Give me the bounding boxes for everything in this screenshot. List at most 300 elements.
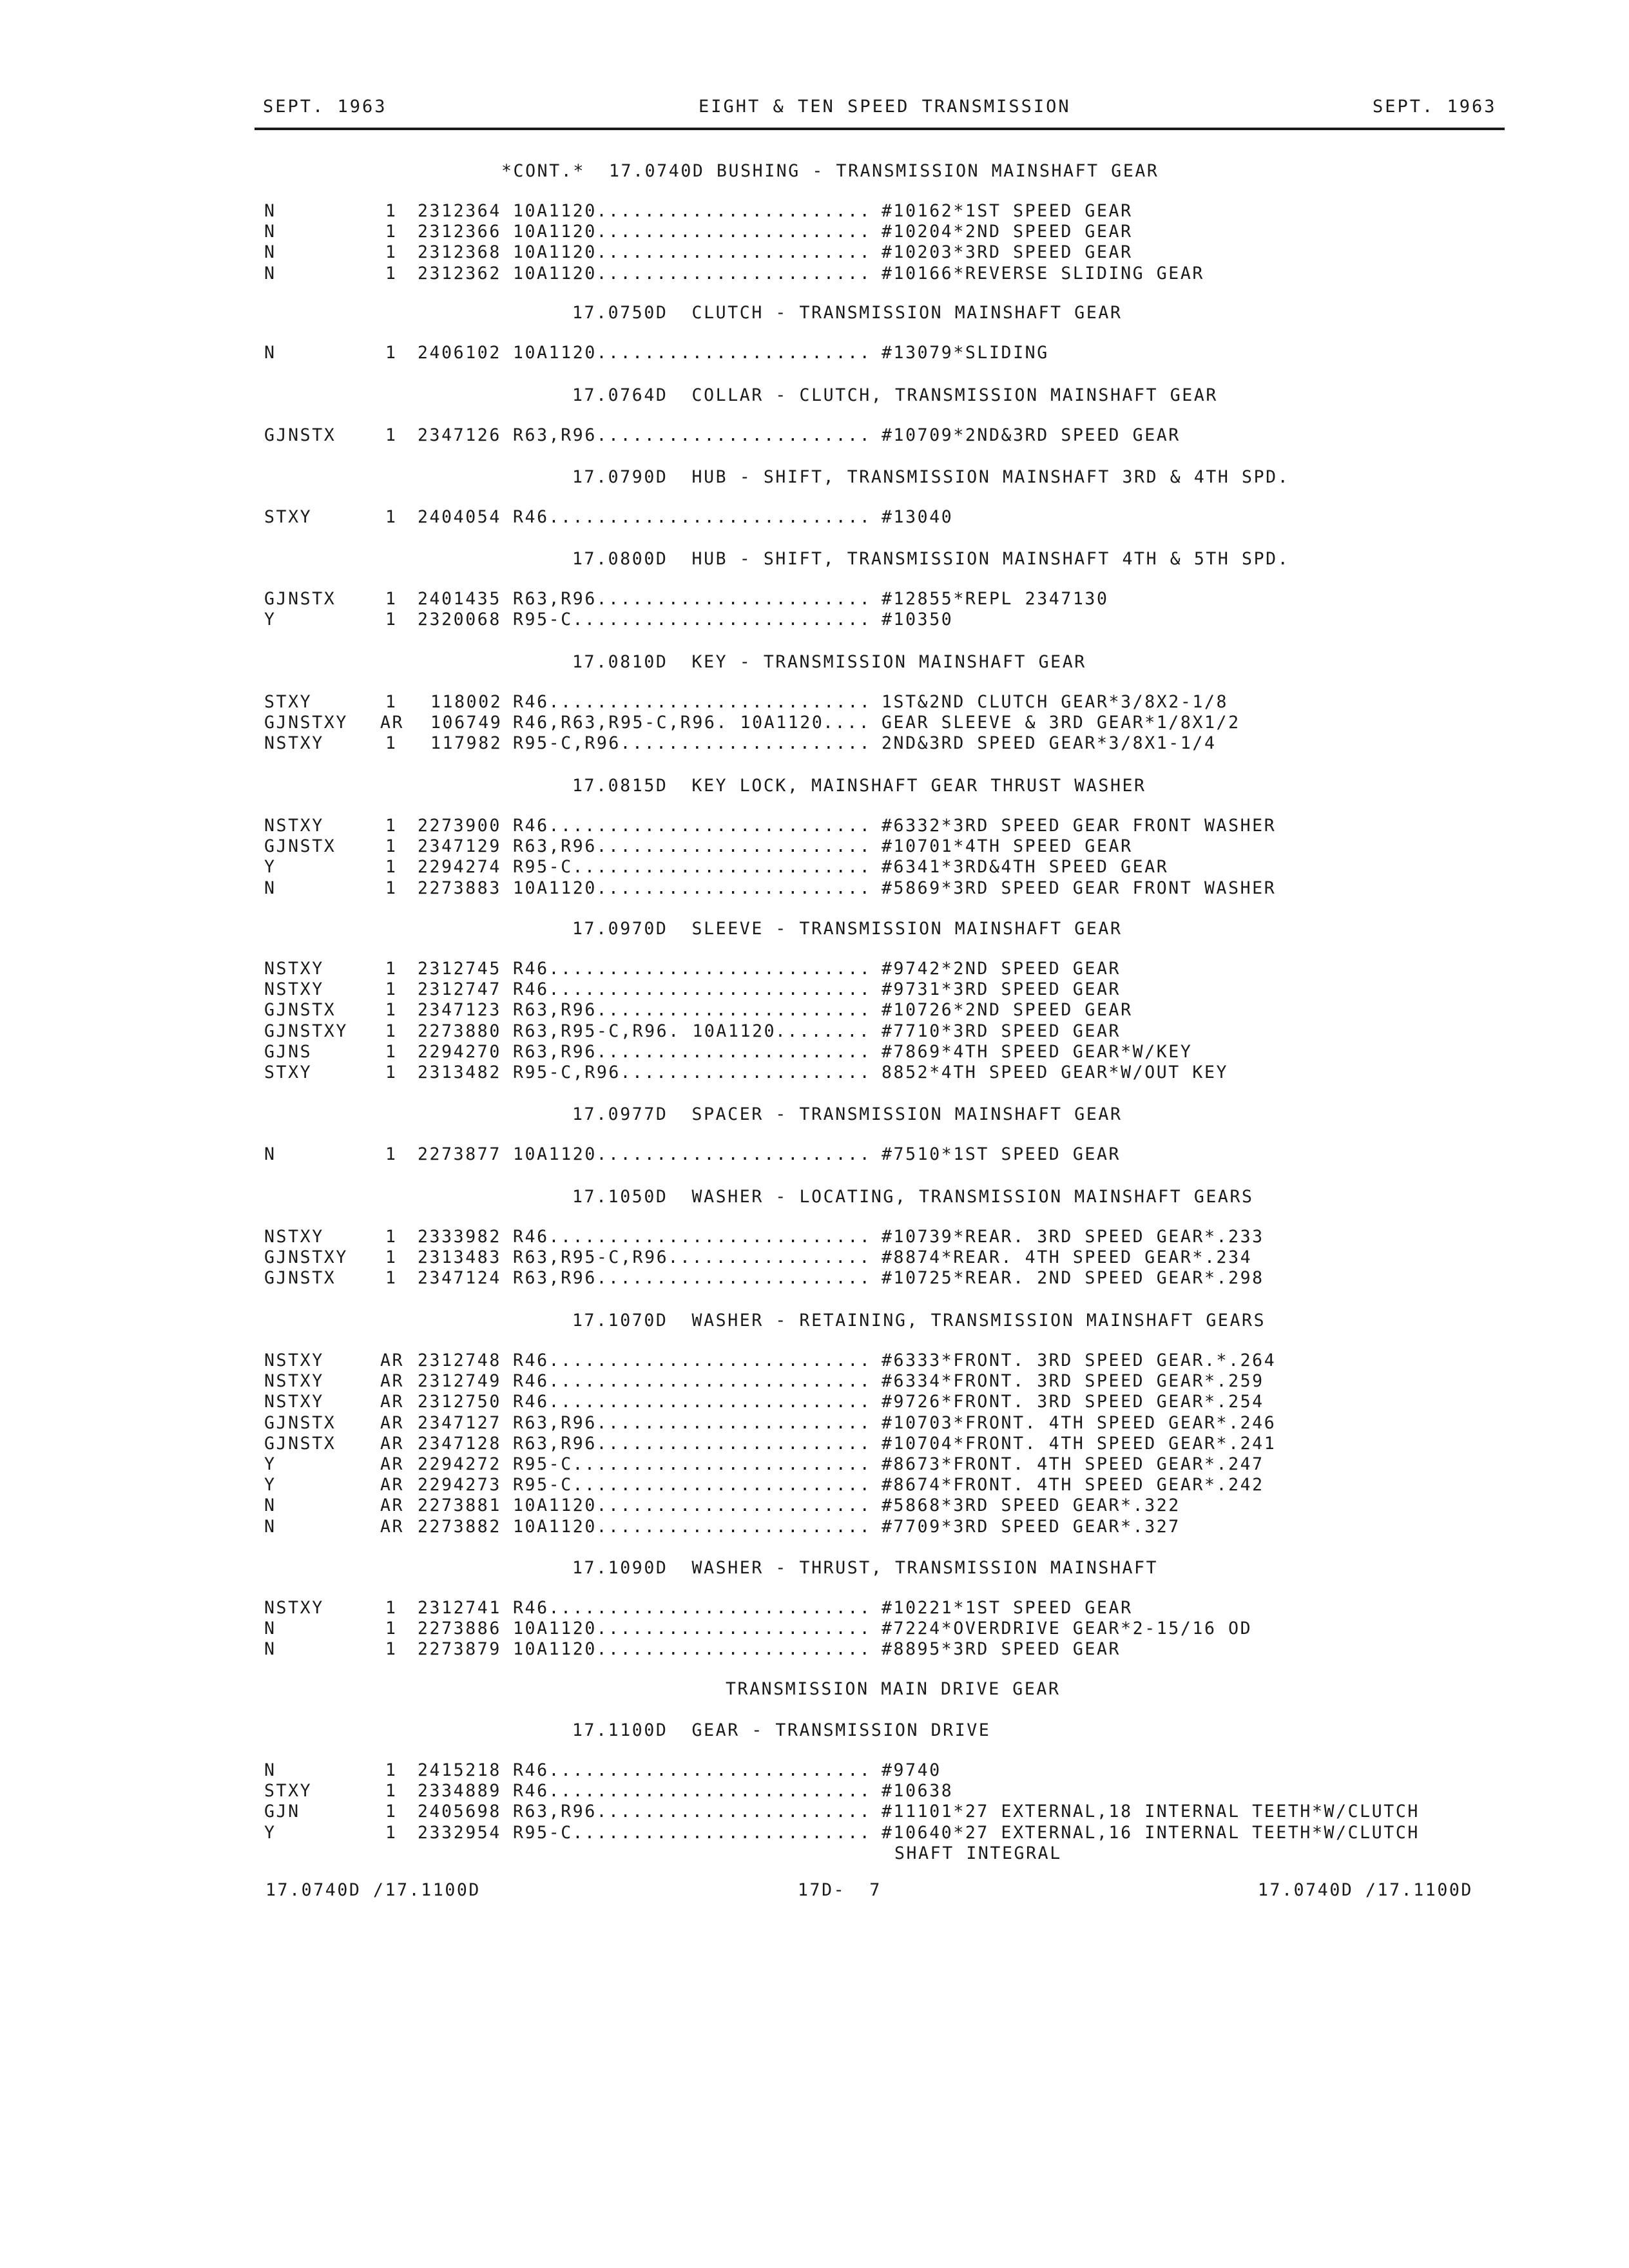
part-row [0, 242, 1629, 263]
quantity: 1 [385, 1021, 398, 1041]
part-description: #9742*2ND SPEED GEAR [882, 959, 1121, 979]
section-heading: 17.0815D KEY LOCK, MAINSHAFT GEAR THRUST WASHER [572, 776, 1146, 796]
part-row [0, 425, 1629, 446]
part-number: 2273880 [418, 1021, 501, 1041]
part-description: #10703*FRONT. 4TH SPEED GEAR*.246 [882, 1412, 1277, 1433]
quantity: 1 [385, 425, 398, 445]
part-description: #5869*3RD SPEED GEAR FRONT WASHER [882, 878, 1277, 898]
part-description: 8852*4TH SPEED GEAR*W/OUT KEY [882, 1062, 1229, 1082]
part-number: 2273886 [418, 1619, 501, 1639]
quantity: 1 [385, 222, 398, 242]
quantity: 1 [385, 1802, 398, 1822]
quantity: AR [380, 1454, 405, 1474]
dot-leader: ....................... [596, 1516, 872, 1537]
part-number: 106749 [430, 713, 503, 733]
part-row [0, 1062, 1629, 1083]
part-number: 2334889 [418, 1781, 501, 1802]
model-usage: R63,R96 [513, 836, 597, 857]
applicability-code: NSTXY [264, 733, 324, 754]
part-description: #7709*3RD SPEED GEAR*.327 [882, 1516, 1181, 1537]
dot-leader: ........................... [548, 959, 872, 979]
applicability-code: NSTXY [264, 1598, 324, 1618]
part-description: #6332*3RD SPEED GEAR FRONT WASHER [882, 816, 1277, 836]
model-usage: R63,R96 [513, 1041, 597, 1062]
dot-leader: ........................... [548, 816, 872, 836]
model-usage: R95-C [513, 1475, 573, 1495]
model-usage: 10A1120 [513, 201, 597, 221]
dot-leader: ....................... [596, 425, 872, 445]
applicability-code: GJNSTX [264, 425, 336, 445]
applicability-code: STXY [264, 692, 313, 712]
model-usage: R63,R96 [513, 1802, 597, 1822]
part-description: #13040 [882, 507, 954, 527]
dot-leader: .... [823, 713, 871, 733]
model-usage: R46 [513, 959, 549, 979]
dot-leader: ....................... [596, 1144, 872, 1164]
dot-leader: ....................... [596, 1495, 872, 1516]
part-row [0, 1639, 1629, 1660]
dot-leader: ....................... [596, 242, 872, 263]
model-usage: 10A1120 [513, 1639, 597, 1660]
part-description: #8895*3RD SPEED GEAR [882, 1639, 1121, 1660]
model-usage: R95-C [513, 857, 573, 878]
part-description: #13079*SLIDING [882, 343, 1049, 363]
part-row [0, 713, 1629, 733]
dot-leader: ....................... [596, 201, 872, 221]
model-usage: 10A1120 [513, 1495, 597, 1516]
quantity: 1 [385, 1000, 398, 1021]
applicability-code: Y [264, 857, 276, 878]
part-number: 2312750 [418, 1392, 501, 1412]
part-description: #10350 [882, 610, 954, 630]
model-usage: R46 [513, 692, 549, 712]
applicability-code: GJNSTXY [264, 1247, 348, 1268]
dot-leader: ........................... [548, 1350, 872, 1370]
dot-leader: ..................... [620, 733, 872, 754]
part-description: #7710*3RD SPEED GEAR [882, 1021, 1121, 1041]
dot-leader: ......................... [572, 1454, 872, 1474]
quantity: 1 [385, 857, 398, 878]
applicability-code: N [264, 878, 276, 898]
part-description: #9731*3RD SPEED GEAR [882, 979, 1121, 1000]
part-row [0, 857, 1629, 878]
dot-leader: ........................... [548, 1371, 872, 1392]
quantity: 1 [385, 1598, 398, 1618]
part-number: 2313482 [418, 1062, 501, 1082]
dot-leader: ........................... [548, 1392, 872, 1412]
quantity: 1 [385, 507, 398, 527]
part-number: 2333982 [418, 1227, 501, 1247]
applicability-code: N [264, 201, 276, 221]
applicability-code: N [264, 1516, 276, 1537]
model-usage: 10A1120 [513, 242, 597, 263]
quantity: 1 [385, 836, 398, 857]
part-row [0, 1268, 1629, 1289]
part-description: #8674*FRONT. 4TH SPEED GEAR*.242 [882, 1475, 1264, 1495]
applicability-code: N [264, 343, 276, 363]
part-number: 2347124 [418, 1268, 501, 1289]
applicability-code: GJNSTX [264, 1000, 336, 1021]
part-number: 2320068 [418, 610, 501, 630]
quantity: 1 [385, 610, 398, 630]
model-usage: R46,R63,R95-C,R96. 10A1120 [513, 713, 824, 733]
part-row [0, 816, 1629, 836]
part-number: 2401435 [418, 589, 501, 609]
part-row [0, 979, 1629, 1000]
applicability-code: GJNSTX [264, 1268, 336, 1289]
applicability-code: NSTXY [264, 1350, 324, 1370]
quantity: 1 [385, 1144, 398, 1164]
part-description: #7224*OVERDRIVE GEAR*2-15/16 OD [882, 1619, 1253, 1639]
dot-leader: ........................... [548, 1227, 872, 1247]
part-row [0, 222, 1629, 242]
part-number: 2347123 [418, 1000, 501, 1021]
part-description: #10203*3RD SPEED GEAR [882, 242, 1133, 263]
dot-leader: ....................... [596, 1268, 872, 1289]
part-number: 2312364 [418, 201, 501, 221]
section-heading: 17.0977D SPACER - TRANSMISSION MAINSHAFT GEAR [572, 1104, 1123, 1124]
applicability-code: NSTXY [264, 1392, 324, 1412]
model-usage: R46 [513, 1598, 549, 1618]
quantity: 1 [385, 979, 398, 1000]
part-row [0, 1000, 1629, 1021]
model-usage: R63,R96 [513, 425, 597, 445]
part-row [0, 733, 1629, 754]
part-description: #10725*REAR. 2ND SPEED GEAR*.298 [882, 1268, 1264, 1289]
dot-leader: ....................... [596, 1412, 872, 1433]
quantity: 1 [385, 1268, 398, 1289]
part-description: #10638 [882, 1781, 954, 1802]
model-usage: 10A1120 [513, 878, 597, 898]
dot-leader: ....................... [596, 222, 872, 242]
part-row [0, 1475, 1629, 1495]
dot-leader: ....................... [596, 1041, 872, 1062]
quantity: 1 [385, 263, 398, 284]
part-number: 2405698 [418, 1802, 501, 1822]
quantity: 1 [385, 1781, 398, 1802]
quantity: 1 [385, 242, 398, 263]
part-row [0, 959, 1629, 979]
model-usage: R63,R95-C,R96. 10A1120 [513, 1021, 776, 1041]
quantity: AR [380, 1371, 405, 1392]
part-description: GEAR SLEEVE & 3RD GEAR*1/8X1/2 [882, 713, 1240, 733]
description-continuation: SHAFT INTEGRAL [894, 1843, 1062, 1863]
quantity: AR [380, 1433, 405, 1454]
applicability-code: STXY [264, 1781, 313, 1802]
model-usage: R46 [513, 1227, 549, 1247]
group-heading: TRANSMISSION MAIN DRIVE GEAR [726, 1679, 1061, 1699]
part-description: #6341*3RD&4TH SPEED GEAR [882, 857, 1169, 878]
dot-leader: ....................... [596, 343, 872, 363]
model-usage: 10A1120 [513, 263, 597, 284]
part-row [0, 589, 1629, 610]
part-row [0, 1021, 1629, 1042]
model-usage: R63,R96 [513, 1412, 597, 1433]
part-row [0, 1392, 1629, 1412]
part-number: 2312747 [418, 979, 501, 1000]
dot-leader: ....................... [596, 589, 872, 609]
part-description: #10709*2ND&3RD SPEED GEAR [882, 425, 1181, 445]
footer-range-left: 17.0740D /17.1100D [265, 1880, 481, 1900]
header-rule [255, 128, 1505, 130]
dot-leader: ......................... [572, 1822, 872, 1843]
part-number: 2273881 [418, 1495, 501, 1516]
applicability-code: GJNSTX [264, 1412, 336, 1433]
model-usage: R63,R96 [513, 1268, 597, 1289]
part-row [0, 1227, 1629, 1247]
dot-leader: ........................... [548, 692, 872, 712]
part-description: #8874*REAR. 4TH SPEED GEAR*.234 [882, 1247, 1253, 1268]
section-heading: 17.1090D WASHER - THRUST, TRANSMISSION MAINSHAFT [572, 1558, 1159, 1578]
part-row [0, 1434, 1629, 1454]
quantity: AR [380, 1495, 405, 1516]
quantity: 1 [385, 1619, 398, 1639]
dot-leader: ....................... [596, 1619, 872, 1639]
quantity: AR [380, 1350, 405, 1370]
quantity: 1 [385, 1041, 398, 1062]
quantity: AR [380, 1412, 405, 1433]
applicability-code: Y [264, 610, 276, 630]
quantity: 1 [385, 1062, 398, 1082]
model-usage: R63,R96 [513, 589, 597, 609]
part-row [0, 264, 1629, 284]
dot-leader: ........................... [548, 1598, 872, 1618]
part-number: 2312741 [418, 1598, 501, 1618]
part-number: 2312748 [418, 1350, 501, 1370]
quantity: AR [380, 713, 405, 733]
part-description: 1ST&2ND CLUTCH GEAR*3/8X2-1/8 [882, 692, 1229, 712]
applicability-code: GJNS [264, 1041, 313, 1062]
applicability-code: GJNSTX [264, 836, 336, 857]
applicability-code: Y [264, 1454, 276, 1474]
part-description: #8673*FRONT. 4TH SPEED GEAR*.247 [882, 1454, 1264, 1474]
quantity: 1 [385, 1247, 398, 1268]
section-heading: 17.0800D HUB - SHIFT, TRANSMISSION MAINSHAFT 4TH & 5TH SPD. [572, 549, 1290, 569]
section-heading: *CONT.* 17.0740D BUSHING - TRANSMISSION MAINSHAFT GEAR [501, 161, 1159, 181]
part-row [0, 1619, 1629, 1639]
footer-page-number: 17D- 7 [798, 1880, 882, 1900]
part-row [0, 1823, 1629, 1843]
part-description: #6333*FRONT. 3RD SPEED GEAR.*.264 [882, 1350, 1277, 1370]
applicability-code: NSTXY [264, 1227, 324, 1247]
quantity: 1 [385, 959, 398, 979]
quantity: 1 [385, 1822, 398, 1843]
dot-leader: ....................... [596, 1000, 872, 1021]
quantity: 1 [385, 1639, 398, 1660]
model-usage: R63,R96 [513, 1433, 597, 1454]
part-number: 2273883 [418, 878, 501, 898]
part-number: 2273900 [418, 816, 501, 836]
dot-leader: ......................... [572, 610, 872, 630]
applicability-code: N [264, 1639, 276, 1660]
section-heading: 17.1050D WASHER - LOCATING, TRANSMISSION MAINSHAFT GEARS [572, 1187, 1254, 1207]
applicability-code: STXY [264, 1062, 313, 1082]
applicability-code: GJN [264, 1802, 300, 1822]
model-usage: 10A1120 [513, 1516, 597, 1537]
dot-leader: ........ [775, 1021, 871, 1041]
part-number: 2347129 [418, 836, 501, 857]
dot-leader: ....................... [596, 263, 872, 284]
part-row [0, 1042, 1629, 1062]
part-row [0, 1454, 1629, 1475]
part-row [0, 1802, 1629, 1822]
model-usage: 10A1120 [513, 1619, 597, 1639]
part-row [0, 1371, 1629, 1392]
part-description: #12855*REPL 2347130 [882, 589, 1109, 609]
applicability-code: NSTXY [264, 1371, 324, 1392]
model-usage: R63,R96 [513, 1000, 597, 1021]
quantity: 1 [385, 816, 398, 836]
part-description: #10221*1ST SPEED GEAR [882, 1598, 1133, 1618]
part-number: 2294270 [418, 1041, 501, 1062]
applicability-code: Y [264, 1822, 276, 1843]
applicability-code: N [264, 1619, 276, 1639]
part-number: 2312362 [418, 263, 501, 284]
part-number: 117982 [430, 733, 503, 754]
applicability-code: GJNSTXY [264, 713, 348, 733]
quantity: 1 [385, 878, 398, 898]
applicability-code: GJNSTX [264, 589, 336, 609]
dot-leader: ........................... [548, 1781, 872, 1802]
part-number: 2347126 [418, 425, 501, 445]
quantity: 1 [385, 692, 398, 712]
quantity: 1 [385, 1227, 398, 1247]
part-description: #11101*27 EXTERNAL,18 INTERNAL TEETH*W/CLUTCH [882, 1802, 1420, 1822]
part-row [0, 836, 1629, 857]
part-row [0, 1598, 1629, 1619]
part-description: #10739*REAR. 3RD SPEED GEAR*.233 [882, 1227, 1264, 1247]
part-row [0, 1413, 1629, 1434]
part-description: #10204*2ND SPEED GEAR [882, 222, 1133, 242]
part-number: 2312368 [418, 242, 501, 263]
part-number: 2332954 [418, 1822, 501, 1843]
section-heading: 17.0764D COLLAR - CLUTCH, TRANSMISSION MAINSHAFT GEAR [572, 385, 1218, 405]
section-heading: 17.1100D GEAR - TRANSMISSION DRIVE [572, 1720, 991, 1740]
dot-leader: ....................... [596, 1802, 872, 1822]
part-number: 2406102 [418, 343, 501, 363]
part-row [0, 1517, 1629, 1537]
part-description: #10166*REVERSE SLIDING GEAR [882, 263, 1204, 284]
dot-leader: ....................... [596, 1433, 872, 1454]
part-number: 2347127 [418, 1412, 501, 1433]
quantity: 1 [385, 589, 398, 609]
model-usage: 10A1120 [513, 343, 597, 363]
part-description: #7510*1ST SPEED GEAR [882, 1144, 1121, 1164]
part-description: #5868*3RD SPEED GEAR*.322 [882, 1495, 1181, 1516]
section-heading: 17.0970D SLEEVE - TRANSMISSION MAINSHAFT GEAR [572, 919, 1123, 939]
model-usage: R63,R95-C,R96 [513, 1247, 669, 1268]
part-number: 2312749 [418, 1371, 501, 1392]
part-description: #10162*1ST SPEED GEAR [882, 201, 1133, 221]
model-usage: R46 [513, 1392, 549, 1412]
model-usage: R46 [513, 1781, 549, 1802]
dot-leader: ........................... [548, 507, 872, 527]
applicability-code: N [264, 1144, 276, 1164]
part-number: 2313483 [418, 1247, 501, 1268]
applicability-code: N [264, 242, 276, 263]
part-number: 2273877 [418, 1144, 501, 1164]
part-row [0, 1781, 1629, 1802]
applicability-code: Y [264, 1475, 276, 1495]
part-row [0, 1350, 1629, 1371]
dot-leader: ......................... [572, 1475, 872, 1495]
part-number: 2273882 [418, 1516, 501, 1537]
part-number: 2294272 [418, 1454, 501, 1474]
model-usage: R46 [513, 979, 549, 1000]
model-usage: R95-C [513, 1822, 573, 1843]
part-description: #9726*FRONT. 3RD SPEED GEAR*.254 [882, 1392, 1264, 1412]
part-description: #10726*2ND SPEED GEAR [882, 1000, 1133, 1021]
header-date-left: SEPT. 1963 [263, 97, 387, 117]
model-usage: R95-C [513, 610, 573, 630]
section-heading: 17.0790D HUB - SHIFT, TRANSMISSION MAINSHAFT 3RD & 4TH SPD. [572, 467, 1290, 487]
model-usage: 10A1120 [513, 1144, 597, 1164]
quantity: AR [380, 1516, 405, 1537]
dot-leader: ................. [668, 1247, 871, 1268]
part-row [0, 1760, 1629, 1781]
part-row [0, 507, 1629, 528]
part-number: 2415218 [418, 1760, 501, 1780]
section-heading: 17.1070D WASHER - RETAINING, TRANSMISSION MAINSHAFT GEARS [572, 1311, 1266, 1331]
model-usage: R95-C,R96 [513, 733, 621, 754]
model-usage: R95-C,R96 [513, 1062, 621, 1082]
model-usage: R46 [513, 1371, 549, 1392]
part-row [0, 201, 1629, 222]
part-number: 2273879 [418, 1639, 501, 1660]
part-row [0, 1144, 1629, 1165]
quantity: 1 [385, 1760, 398, 1780]
quantity: AR [380, 1475, 405, 1495]
part-row [0, 692, 1629, 713]
dot-leader: ....................... [596, 1639, 872, 1660]
part-row [0, 610, 1629, 630]
part-row [0, 878, 1629, 899]
dot-leader: ....................... [596, 878, 872, 898]
part-number: 2312745 [418, 959, 501, 979]
quantity: 1 [385, 733, 398, 754]
section-heading: 17.0750D CLUTCH - TRANSMISSION MAINSHAFT GEAR [572, 303, 1123, 323]
quantity: 1 [385, 343, 398, 363]
quantity: AR [380, 1392, 405, 1412]
applicability-code: GJNSTXY [264, 1021, 348, 1041]
applicability-code: NSTXY [264, 816, 324, 836]
section-heading: 17.0810D KEY - TRANSMISSION MAINSHAFT GEAR [572, 652, 1086, 672]
quantity: 1 [385, 201, 398, 221]
part-number: 118002 [430, 692, 503, 712]
part-description: #10704*FRONT. 4TH SPEED GEAR*.241 [882, 1433, 1277, 1454]
model-usage: 10A1120 [513, 222, 597, 242]
part-number: 2347128 [418, 1433, 501, 1454]
model-usage: R95-C [513, 1454, 573, 1474]
applicability-code: N [264, 1495, 276, 1516]
part-description: #6334*FRONT. 3RD SPEED GEAR*.259 [882, 1371, 1264, 1392]
dot-leader: ........................... [548, 979, 872, 1000]
part-description: #9740 [882, 1760, 941, 1780]
applicability-code: NSTXY [264, 959, 324, 979]
applicability-code: NSTXY [264, 979, 324, 1000]
dot-leader: ..................... [620, 1062, 872, 1082]
part-description: 2ND&3RD SPEED GEAR*3/8X1-1/4 [882, 733, 1217, 754]
part-row [0, 1495, 1629, 1516]
part-description: #7869*4TH SPEED GEAR*W/KEY [882, 1041, 1193, 1062]
part-number: 2294273 [418, 1475, 501, 1495]
part-description: #10701*4TH SPEED GEAR [882, 836, 1133, 857]
part-number: 2404054 [418, 507, 501, 527]
applicability-code: N [264, 1760, 276, 1780]
model-usage: R46 [513, 507, 549, 527]
applicability-code: GJNSTX [264, 1433, 336, 1454]
applicability-code: STXY [264, 507, 313, 527]
